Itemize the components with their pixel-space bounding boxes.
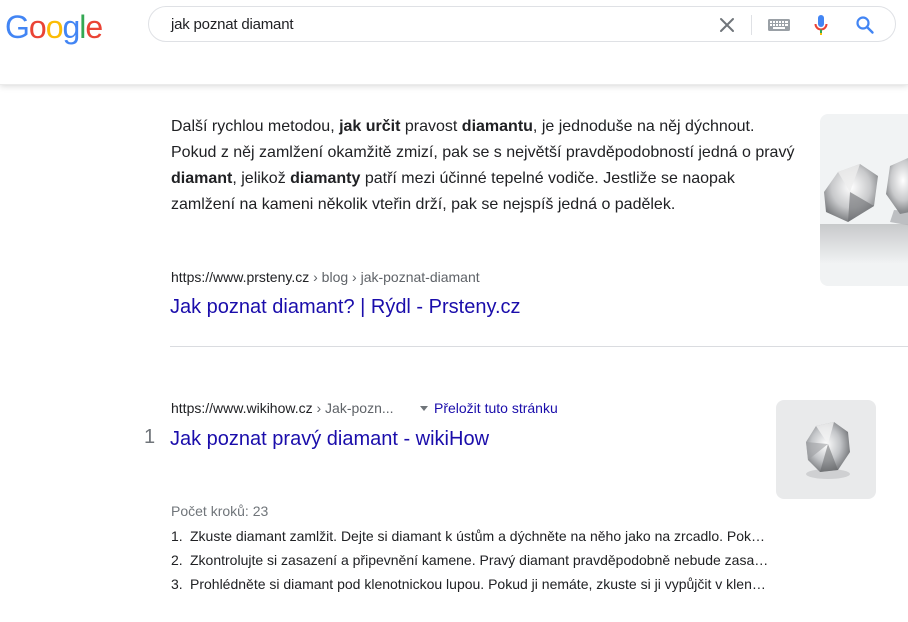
result-title-link[interactable]: Jak poznat diamant? | Rýdl - Prsteny.cz xyxy=(170,296,521,318)
list-item xyxy=(171,548,821,572)
search-divider xyxy=(751,15,752,35)
steps-list xyxy=(171,524,821,596)
keyboard-icon[interactable] xyxy=(767,13,791,37)
step-text: Prohlédněte si diamant pod klenotnickou lupou. Pokud ji nemáte, zkuste si ji vypůjčit v klen… xyxy=(190,576,766,592)
microphone-icon[interactable] xyxy=(809,13,833,37)
logo-letter: G xyxy=(5,9,29,45)
list-item xyxy=(171,524,821,548)
steps-count: Počet kroků: 23 xyxy=(171,503,269,519)
translate-page-link[interactable] xyxy=(420,400,558,416)
list-item xyxy=(171,572,821,596)
step-number: 3. xyxy=(171,576,183,592)
logo-letter: e xyxy=(85,9,103,45)
result-url[interactable] xyxy=(171,400,394,416)
translate-label: Přeložit tuto stránku xyxy=(434,400,558,416)
snippet-bold-text: diamantu xyxy=(461,118,533,135)
result-thumbnail[interactable] xyxy=(776,400,876,499)
snippet-text: pravost xyxy=(400,118,462,135)
snippet-bold-text: jak určit xyxy=(339,118,401,135)
logo-letter: l xyxy=(79,9,86,45)
logo-letter: o xyxy=(45,9,63,45)
header-bar xyxy=(0,0,908,85)
snippet-text: patří mezi účinné tepelné vodiče. Jestliže se naopak zamlžení na kameni několik vteřin drží, pak se nejspíš jedná o padělek. xyxy=(171,170,735,213)
featured-snippet-text xyxy=(171,114,801,218)
snippet-bold-text: diamanty xyxy=(290,170,361,187)
result-title-link[interactable]: Jak poznat pravý diamant - wikiHow xyxy=(170,428,490,450)
snippet-bold-text: diamant xyxy=(171,170,233,187)
step-number: 1. xyxy=(171,528,183,544)
featured-snippet-image[interactable] xyxy=(820,114,908,286)
result-breadcrumb: › Jak-pozn... xyxy=(312,400,394,416)
search-icon[interactable] xyxy=(853,13,877,37)
logo-letter: g xyxy=(62,9,80,45)
logo-letter: o xyxy=(28,9,46,45)
dropdown-triangle-icon xyxy=(420,406,428,411)
step-text: Zkontrolujte si zasazení a připevnění kamene. Pravý diamant pravděpodobně nebude zasa… xyxy=(190,552,769,568)
result-domain: https://www.prsteny.cz xyxy=(171,269,310,285)
google-logo[interactable] xyxy=(5,5,102,49)
snippet-text: , je jednoduše na něj dýchnout. Pokud z něj zamlžení okamžitě zmizí, pak se s největší pravděpodobností jedná o pravý xyxy=(171,118,795,161)
rank-number: 1 xyxy=(144,426,156,448)
snippet-text: Další rychlou metodou, xyxy=(171,118,340,135)
search-box[interactable] xyxy=(148,6,896,42)
search-input[interactable]: jak poznat diamant xyxy=(171,16,294,33)
result-url[interactable] xyxy=(171,269,480,285)
result-breadcrumb: › blog › jak-poznat-diamant xyxy=(309,269,480,285)
divider xyxy=(170,346,908,347)
step-text: Zkuste diamant zamlžit. Dejte si diamant k ústům a dýchněte na něho jako na zrcadlo. Pok… xyxy=(190,528,766,544)
close-icon[interactable] xyxy=(715,13,739,37)
snippet-text: , jelikož xyxy=(232,170,291,187)
step-number: 2. xyxy=(171,552,183,568)
result-domain: https://www.wikihow.cz xyxy=(171,400,313,416)
